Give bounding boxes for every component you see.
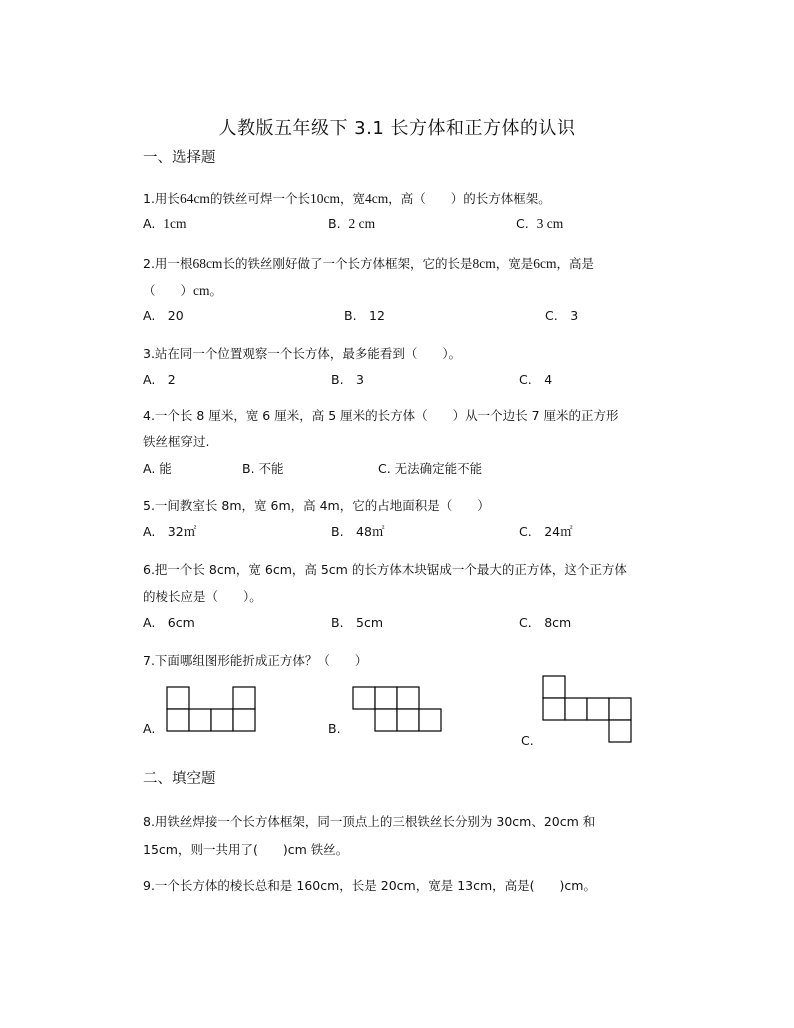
- question-3: 3.站在同一个位置观察一个长方体，最多能看到（ ）。: [143, 346, 462, 361]
- question-9: 9.一个长方体的棱长总和是 160cm，长是 20cm，宽是 13cm，高是( )cm。: [143, 878, 596, 893]
- section-heading-fill-in: 二、填空题: [143, 771, 216, 787]
- net-c-square: [609, 698, 631, 720]
- q5-option-c: C. 24㎡: [519, 524, 573, 539]
- q1-option-c-label: C.: [516, 216, 529, 231]
- q7-option-b-label: B.: [328, 721, 341, 736]
- section-heading-choice: 一、选择题: [143, 150, 216, 166]
- q2-text-a: 2.用一根: [143, 256, 193, 271]
- q1-text-a: 1.用长: [143, 191, 180, 206]
- q1-text-b: 64cm: [179, 191, 210, 206]
- cube-net-b: [351, 686, 449, 732]
- question-5: 5.一间教室长 8m，宽 6m，高 4m，它的占地面积是（ ）: [143, 498, 490, 513]
- question-4-line-1: 4.一个长 8 厘米，宽 6 厘米，高 5 厘米的长方体（ ）从一个边长 7 厘米的正方形: [143, 408, 619, 423]
- q1-text-e: ，宽: [339, 191, 365, 206]
- net-a-square: [233, 687, 255, 709]
- q1-option-c-value: 3 cm: [536, 216, 564, 231]
- q1-option-a: [143, 216, 187, 232]
- q2-text-c: 长的铁丝刚好做了一个长方体框架，它的长是: [222, 256, 473, 271]
- cube-net-a: [165, 686, 259, 732]
- net-c-square: [587, 698, 609, 720]
- net-b-square: [397, 709, 419, 731]
- question-6-line-2: 的棱长应是（ ）。: [143, 589, 262, 604]
- q2-text-b: 68cm: [192, 256, 223, 271]
- q6-option-a: A. 6cm: [143, 615, 195, 630]
- net-b-square: [353, 687, 375, 709]
- net-b-square: [375, 687, 397, 709]
- q1-option-a-label: A.: [143, 216, 156, 231]
- q2-text-g: ，高是: [556, 256, 594, 271]
- q2-line2-unit: cm: [193, 283, 210, 298]
- q2-text-e: ，宽是: [495, 256, 534, 271]
- q1-text-g: ，高（ ）的长方体框架。: [388, 191, 551, 206]
- net-c-square: [543, 676, 565, 698]
- q7-option-c-label: C.: [521, 733, 534, 748]
- q2-text-d: 8cm: [472, 256, 496, 271]
- q2-line2-period: 。: [209, 283, 223, 298]
- q2-option-b: B. 12: [344, 308, 385, 323]
- net-a-square: [211, 709, 233, 731]
- cube-net-c: [541, 675, 637, 745]
- net-c-square: [565, 698, 587, 720]
- q4-option-a: A. 能: [143, 461, 172, 476]
- q1-option-c: [516, 216, 563, 232]
- net-c-square: [543, 698, 565, 720]
- net-a-square: [189, 709, 211, 731]
- q1-text-d: 10cm: [309, 191, 340, 206]
- q6-option-c: C. 8cm: [519, 615, 572, 630]
- q4-option-c: C. 无法确定能不能: [378, 461, 483, 476]
- q6-option-b: B. 5cm: [331, 615, 384, 630]
- net-a-square: [167, 687, 189, 709]
- question-2-line-2: [143, 277, 222, 304]
- net-b-square: [375, 709, 397, 731]
- question-8-line-1: 8.用铁丝焊接一个长方体框架，同一顶点上的三根铁丝长分别为 30cm、20cm 和: [143, 814, 596, 829]
- net-a-square: [167, 709, 189, 731]
- q1-text-f: 4cm: [364, 191, 389, 206]
- question-2-line-1: [143, 250, 594, 277]
- q1-option-a-value: 1cm: [163, 216, 187, 231]
- q3-option-b: B. 3: [331, 372, 365, 387]
- net-a-square: [233, 709, 255, 731]
- q1-option-b-value: 2 cm: [348, 216, 376, 231]
- question-7: 7.下面哪组图形能折成正方体？（ ）: [143, 653, 368, 668]
- q3-option-a: A. 2: [143, 372, 176, 387]
- q2-option-a: A. 20: [143, 308, 184, 323]
- q4-option-b: B. 不能: [242, 461, 284, 476]
- q1-text-c: 的铁丝可焊一个长: [209, 191, 310, 206]
- question-6-line-1: 6.把一个长 8cm，宽 6cm，高 5cm 的长方体木块锯成一个最大的正方体，这个正方体: [143, 562, 627, 577]
- q2-option-c: C. 3: [545, 308, 579, 323]
- question-4-line-2: 铁丝框穿过.: [143, 434, 210, 449]
- q2-text-f: 6cm: [533, 256, 557, 271]
- net-c-square: [609, 720, 631, 742]
- q1-option-b: [328, 216, 375, 232]
- question-8-line-2: 15cm，则一共用了( )cm 铁丝。: [143, 842, 349, 857]
- q2-line2-blank: （ ）: [143, 283, 194, 298]
- q1-option-b-label: B.: [328, 216, 341, 231]
- q3-option-c: C. 4: [519, 372, 553, 387]
- page-title: 人教版五年级下 3.1 长方体和正方体的认识: [218, 118, 576, 139]
- net-b-square: [419, 709, 441, 731]
- q7-option-a-label: A.: [143, 721, 156, 736]
- net-b-square: [397, 687, 419, 709]
- q5-option-b: B. 48㎡: [331, 524, 385, 539]
- q5-option-a: A. 32㎡: [143, 524, 197, 539]
- question-1: [143, 185, 551, 212]
